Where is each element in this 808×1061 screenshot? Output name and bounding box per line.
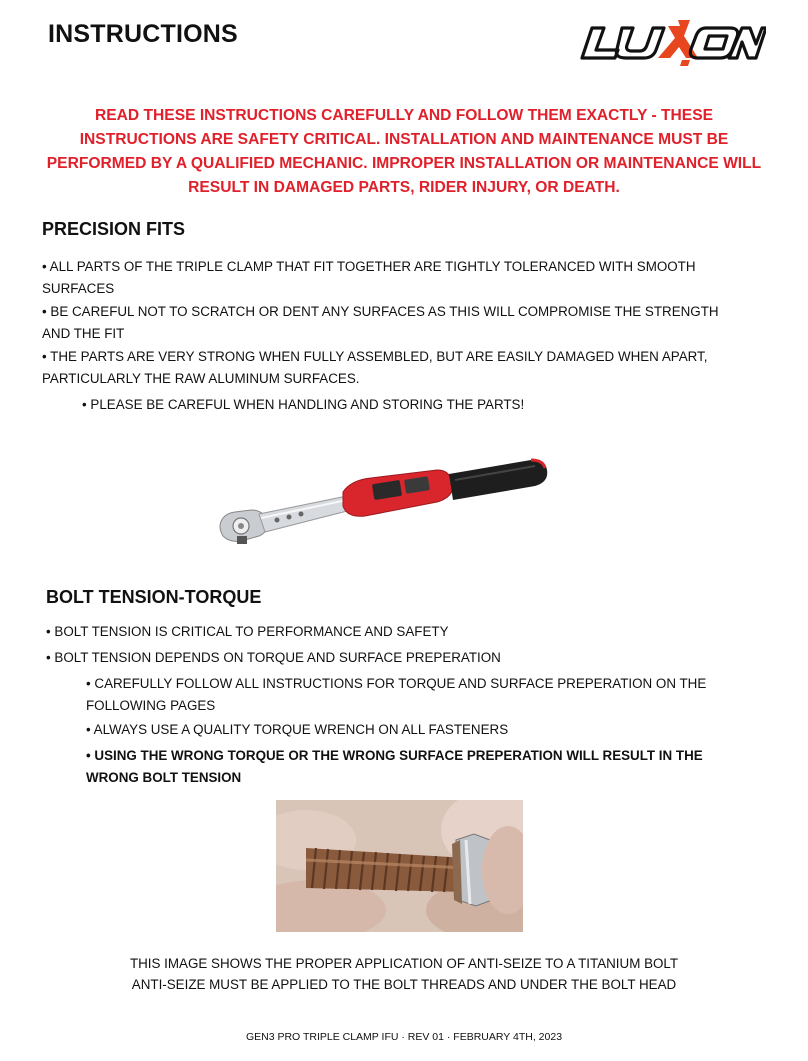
anti-seize-bolt-image bbox=[276, 800, 523, 932]
page-footer: GEN3 PRO TRIPLE CLAMP IFU · REV 01 · FEBRUARY 4TH, 2023 bbox=[245, 1031, 563, 1043]
bolt-tension-heading: BOLT TENSION-TORQUE bbox=[46, 587, 262, 607]
precision-item: • THE PARTS ARE VERY STRONG WHEN FULLY ASSEMBLED, BUT ARE EASILY DAMAGED WHEN APART, PARTICULARLY THE RAW ALUMINUM SURFACES. bbox=[42, 349, 708, 386]
torque-wrench-image bbox=[215, 440, 551, 552]
safety-warning: READ THESE INSTRUCTIONS CAREFULLY AND FOLLOW THEM EXACTLY - THESE INSTRUCTIONS ARE SAFETY CRITICAL. INSTALLATION AND MAINTENANCE MUST BE PERFORMED BY A QUALIFIED MECHANIC. IMPROPER INSTALLATION OR MAINTENANCE WILL RESULT IN DAMAGED PARTS, RIDER INJURY, OR DEATH. bbox=[46, 107, 762, 196]
precision-item: • PLEASE BE CAREFUL WHEN HANDLING AND STORING THE PARTS! bbox=[82, 397, 525, 412]
bolt-item: • BOLT TENSION IS CRITICAL TO PERFORMANCE AND SAFETY bbox=[46, 624, 449, 639]
bolt-item-warning: • USING THE WRONG TORQUE OR THE WRONG SURFACE PREPERATION WILL RESULT IN THE WRONG BOLT TENSION bbox=[86, 748, 703, 785]
precision-fits-heading: PRECISION FITS bbox=[42, 219, 186, 239]
luxon-logo-graphic bbox=[578, 16, 766, 68]
luxon-logo bbox=[578, 16, 766, 68]
page-title: INSTRUCTIONS bbox=[48, 20, 238, 48]
bolt-item: • ALWAYS USE A QUALITY TORQUE WRENCH ON ALL FASTENERS bbox=[86, 722, 509, 737]
bolt-item: • BOLT TENSION DEPENDS ON TORQUE AND SURFACE PREPERATION bbox=[46, 650, 501, 665]
precision-item: • ALL PARTS OF THE TRIPLE CLAMP THAT FIT TOGETHER ARE TIGHTLY TOLERANCED WITH SMOOTH SURFACES bbox=[42, 259, 696, 296]
bolt-item: • CAREFULLY FOLLOW ALL INSTRUCTIONS FOR TORQUE AND SURFACE PREPERATION ON THE FOLLOWING PAGES bbox=[86, 676, 707, 713]
image-caption-line-1: THIS IMAGE SHOWS THE PROPER APPLICATION OF ANTI-SEIZE TO A TITANIUM BOLT bbox=[129, 956, 679, 971]
image-caption-line-2: ANTI-SEIZE MUST BE APPLIED TO THE BOLT THREADS AND UNDER THE BOLT HEAD bbox=[131, 977, 677, 992]
precision-item: • BE CAREFUL NOT TO SCRATCH OR DENT ANY SURFACES AS THIS WILL COMPROMISE THE STRENGTH AND THE FIT bbox=[42, 304, 719, 341]
